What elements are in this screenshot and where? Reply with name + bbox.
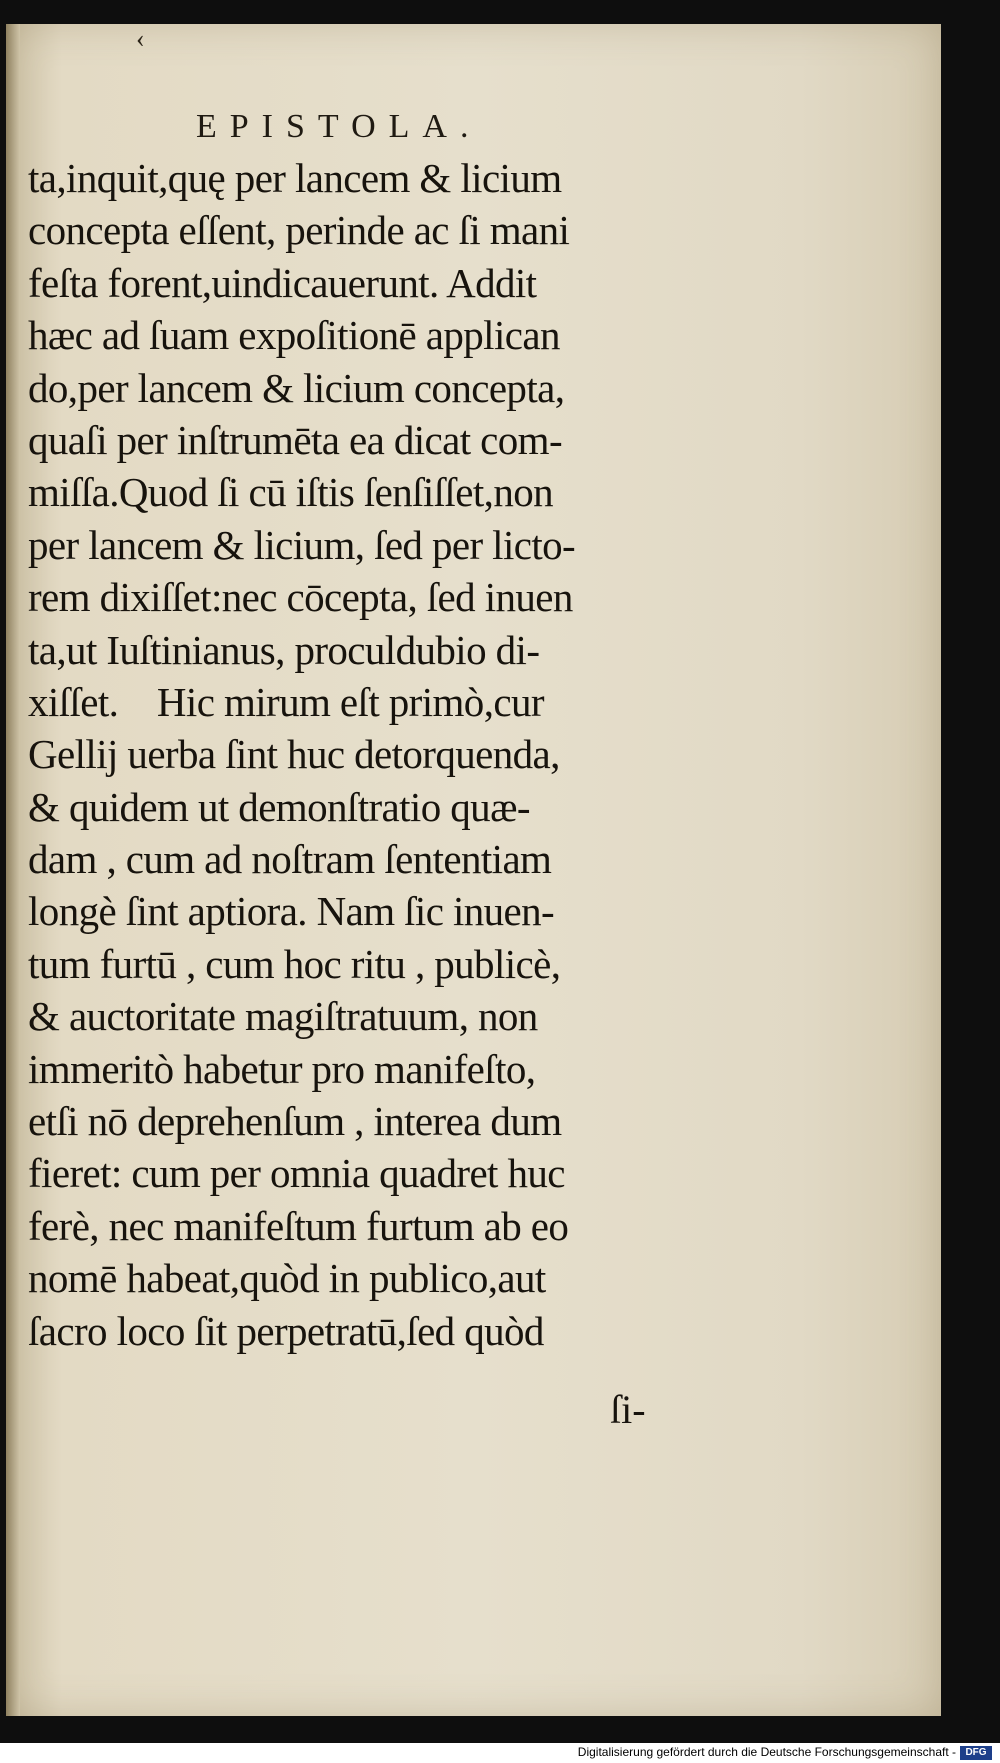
text-line: concepta eſſent, perinde ac ſi mani: [28, 207, 570, 254]
text-line: & quidem ut demonſtratio quæ-: [28, 783, 530, 830]
text-line: immeritò habetur pro manifeſto,: [28, 1045, 536, 1092]
catchword: ſi-: [610, 1387, 646, 1432]
text-line: miſſa.Quod ſi cū iſtis ſenſiſſet,non: [28, 469, 554, 516]
book-page: [6, 24, 941, 1716]
text-line: xiſſet. Hic mirum eſt primò,cur: [28, 678, 544, 725]
text-line: feſta forent,uindicauerunt. Addit: [28, 259, 537, 306]
digitization-footer: [0, 1743, 1000, 1763]
text-line: longè ſint aptiora. Nam ſic inuen-: [28, 888, 555, 935]
text-line: do,per lancem & licium concepta,: [28, 364, 565, 411]
text-line: rem dixiſſet:nec cōcepta, ſed inuen: [28, 574, 573, 621]
text-line: fieret: cum per omnia quadret huc: [28, 1150, 565, 1197]
text-line: ferè, nec manifeſtum furtum ab eo: [28, 1202, 569, 1249]
text-line: Gellij uerba ſint huc detorquenda,: [28, 731, 560, 778]
text-line: nomē habeat,quòd in publico,aut: [28, 1255, 546, 1302]
text-line: etſi nō deprehenſum , interea dum: [28, 1098, 562, 1145]
text-line: ta,ut Iuſtinianus, proculdubio di-: [28, 626, 540, 673]
text-block: [28, 152, 678, 1357]
dfg-logo-icon: DFG: [960, 1746, 992, 1760]
text-line: tum furtū , cum hoc ritu , publicè,: [28, 940, 561, 987]
text-line: hæc ad ſuam expoſitionē applican: [28, 312, 560, 359]
text-line: & auctoritate magiſtratuum, non: [28, 993, 538, 1040]
text-line: dam , cum ad noſtram ſententiam: [28, 836, 552, 883]
text-line: per lancem & licium, ſed per licto-: [28, 521, 576, 568]
text-line: ſacro loco ſit perpetratū,ſed quòd: [28, 1307, 544, 1354]
text-line: ta,inquit,quę per lancem & licium: [28, 155, 562, 201]
text-line: quaſi per inſtrumēta ea dicat com-: [28, 416, 563, 463]
page-gutter-edge: [6, 24, 20, 1716]
running-head: EPISTOLA.: [196, 108, 482, 145]
funding-credit: Digitalisierung gefördert durch die Deutsche Forschungsgemeinschaft -: [577, 1745, 956, 1759]
page-top-mark: ‹: [136, 24, 145, 53]
